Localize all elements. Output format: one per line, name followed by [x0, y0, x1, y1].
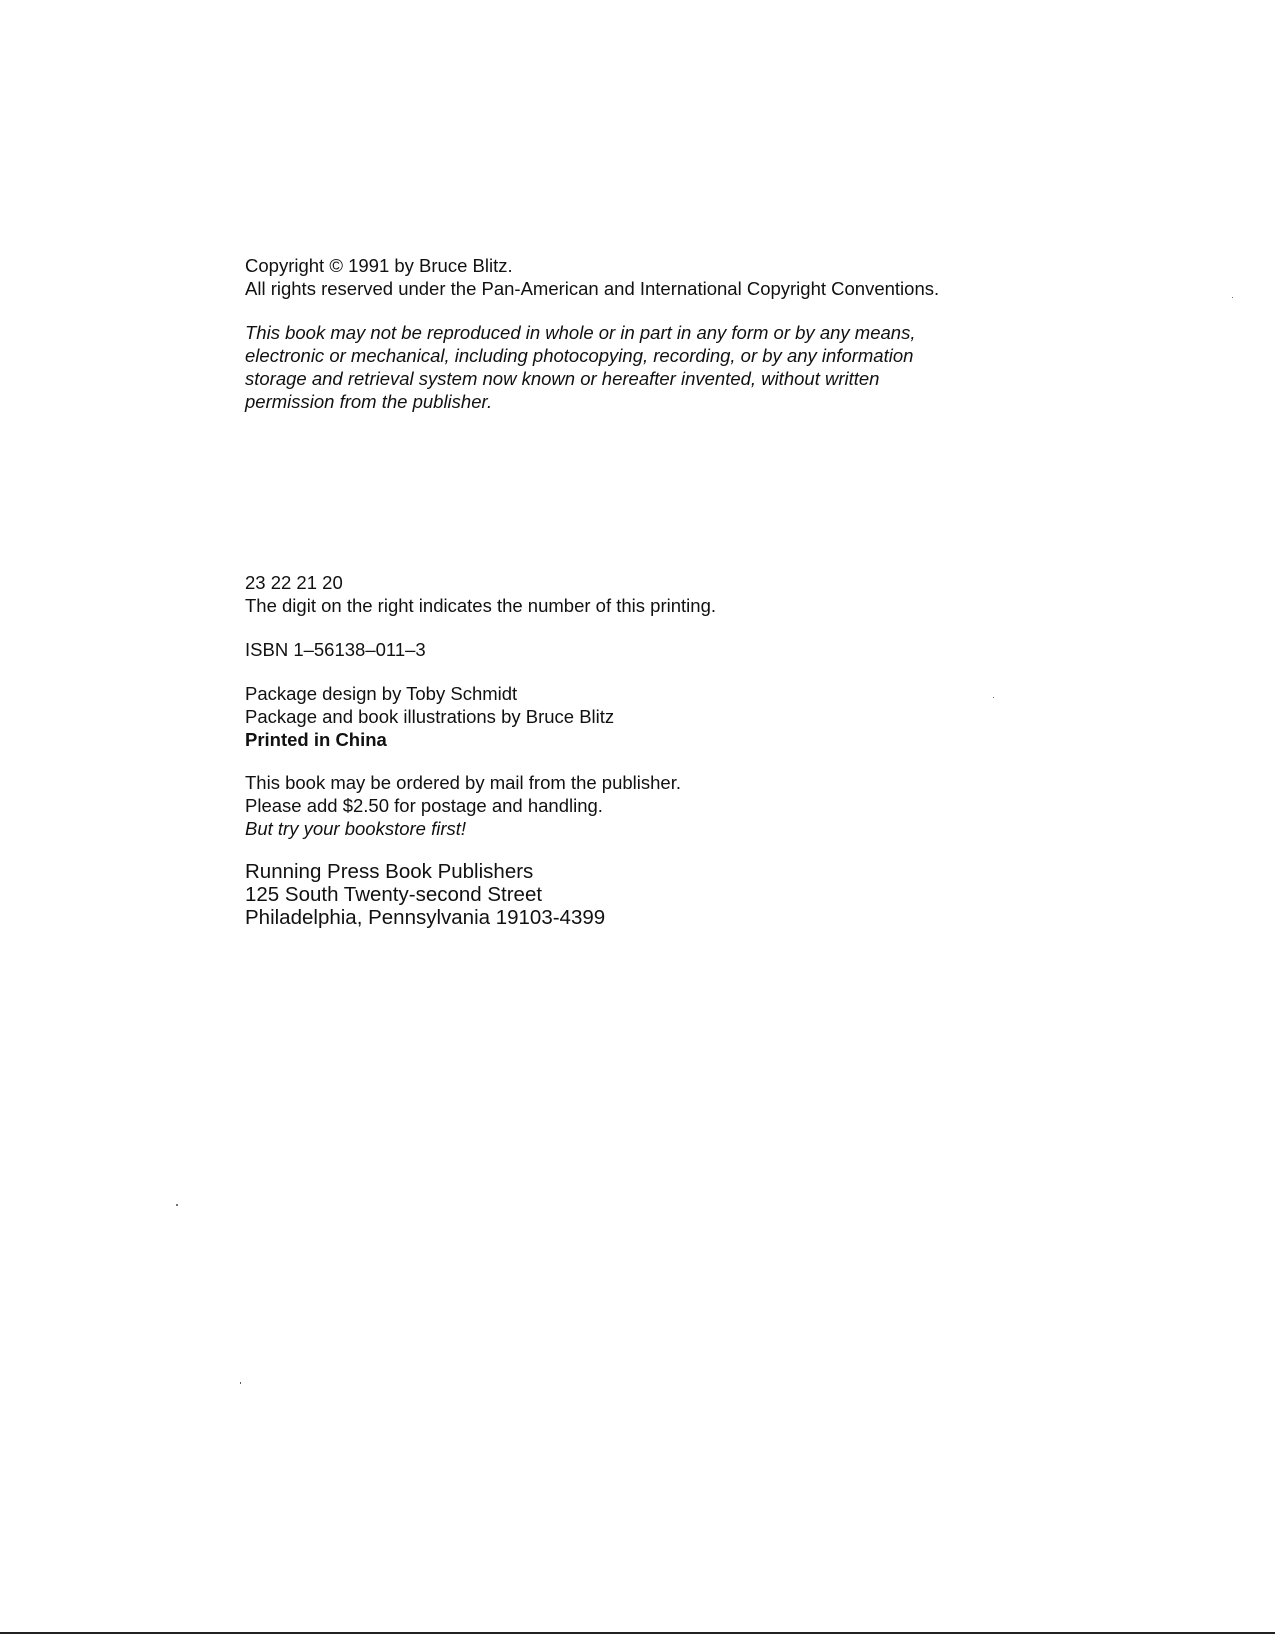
notice-line-4: permission from the publisher.: [245, 391, 493, 412]
ordering-line-2: Please add $2.50 for postage and handling.: [245, 795, 603, 816]
isbn: ISBN 1–56138–011–3: [245, 639, 426, 660]
notice-line-1: This book may not be reproduced in whole or in part in any form or by any means,: [245, 322, 916, 343]
notice-line-3: storage and retrieval system now known or hereafter invented, without written: [245, 368, 880, 389]
printing-block: [245, 571, 1145, 617]
publisher-name: Running Press Book Publishers: [245, 860, 534, 883]
publisher-street: 125 South Twenty-second Street: [245, 883, 543, 906]
notice-line-2: electronic or mechanical, including photocopying, recording, or by any information: [245, 345, 914, 366]
ordering-line-1: This book may be ordered by mail from the publisher.: [245, 772, 681, 793]
copyright-line: Copyright © 1991 by Bruce Blitz.: [245, 255, 513, 276]
ordering-line-3: But try your bookstore first!: [245, 818, 467, 839]
scan-speck: [176, 1204, 178, 1206]
publisher-address: [245, 860, 1145, 929]
publisher-city: Philadelphia, Pennsylvania 19103-4399: [245, 906, 606, 929]
illustrations-credit: Package and book illustrations by Bruce Blitz: [245, 706, 615, 727]
isbn-block: [245, 638, 1145, 661]
reproduction-notice: [245, 321, 1145, 413]
scan-speck: [993, 697, 994, 698]
printing-numbers: 23 22 21 20: [245, 572, 343, 593]
scan-speck: [1232, 297, 1233, 298]
bottom-rule: [0, 1632, 1275, 1634]
rights-line: All rights reserved under the Pan-American and International Copyright Conventions.: [245, 278, 940, 299]
package-design-credit: Package design by Toby Schmidt: [245, 683, 518, 704]
printed-in: Printed in China: [245, 729, 387, 750]
copyright-block: [245, 254, 1145, 300]
credits-block: [245, 682, 1145, 751]
scan-speck: [240, 1382, 241, 1384]
printing-note: The digit on the right indicates the number of this printing.: [245, 595, 716, 616]
ordering-block: [245, 771, 1145, 840]
